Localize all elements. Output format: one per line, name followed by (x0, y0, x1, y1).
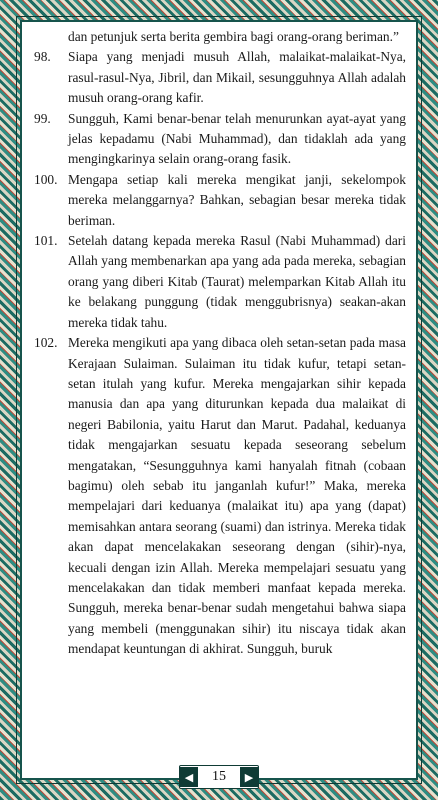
next-page-icon[interactable]: ▶ (240, 767, 258, 787)
page-content (34, 27, 406, 759)
verse-101 (34, 231, 406, 333)
verse-number: 102. (34, 335, 58, 351)
verse-text: Siapa yang menjadi musuh Allah, malaikat-malaikat-Nya, rasul-rasul-Nya, Jibril, dan Mikail, sesungguhnya Allah adalah musuh orang-orang kafir. (68, 49, 406, 106)
verse-98 (34, 47, 406, 108)
verse-text: Mereka mengikuti apa yang dibaca oleh setan-setan pada masa Kerajaan Sulaiman. Sulaiman itu tidak kufur, tetapi setan-setan itulah yang kufur. Mereka mengajarkan sihir kepada manusia dan apa yang diturunkan kepada dua malaikat di negeri Babilonia, yaitu Harut dan Marut. Padahal, keduanya tidak mengajarkan sesuatu kepada seseorang sebelum mengatakan, “Sesungguhnya kami hanyalah fitnah (cobaan bagimu) oleh sebab itu janganlah kufur!” Maka, mereka mempelajari dari keduanya (malaikat itu) apa yang (dapat) memisahkan antara seorang (suami) dan istrinya. Mereka tidak akan dapat mencelakakan seseorang dengan (sihir)-nya, kecuali dengan izin Allah. Mereka mempelajari sesuatu yang mencelakakan dan tidak memberi manfaat kepada mereka. Sungguh, mereka benar-benar sudah mengetahui bahwa siapa yang membeli (menggunakan sihir) itu niscaya tidak akan mendapat keuntungan di akhirat. Sungguh, buruk (68, 335, 406, 657)
page-number: 15 (212, 769, 226, 784)
verse-102 (34, 333, 406, 660)
continuation-text: dan petunjuk serta berita gembira bagi orang-orang beriman.” (68, 29, 399, 44)
verse-number: 98. (34, 49, 51, 65)
verse-text: Setelah datang kepada mereka Rasul (Nabi Muhammad) dari Allah yang membenarkan apa yang ada pada mereka, sebagian orang yang diberi Kitab (Taurat) melemparkan Kitab Allah itu ke belakang punggung (tidak menggubrisnya) seakan-akan mereka tidak tahu. (68, 233, 406, 330)
verse-number: 100. (34, 171, 58, 187)
verse-99 (34, 109, 406, 170)
verse-number: 99. (34, 110, 51, 126)
page-footer (0, 764, 438, 790)
page-navigator (179, 765, 259, 789)
prev-page-icon[interactable]: ◀ (180, 767, 198, 787)
verse-text: Mengapa setiap kali mereka mengikat janji, sekelompok mereka melanggarnya? Bahkan, sebagian besar mereka tidak beriman. (68, 171, 406, 228)
verse-text: Sungguh, Kami benar-benar telah menurunkan ayat-ayat yang jelas kepadamu (Nabi Muhammad), dan tidaklah ada yang mengingkarinya selain orang-orang fasik. (68, 110, 406, 167)
verse-number: 101. (34, 233, 58, 249)
verse-100 (34, 170, 406, 231)
